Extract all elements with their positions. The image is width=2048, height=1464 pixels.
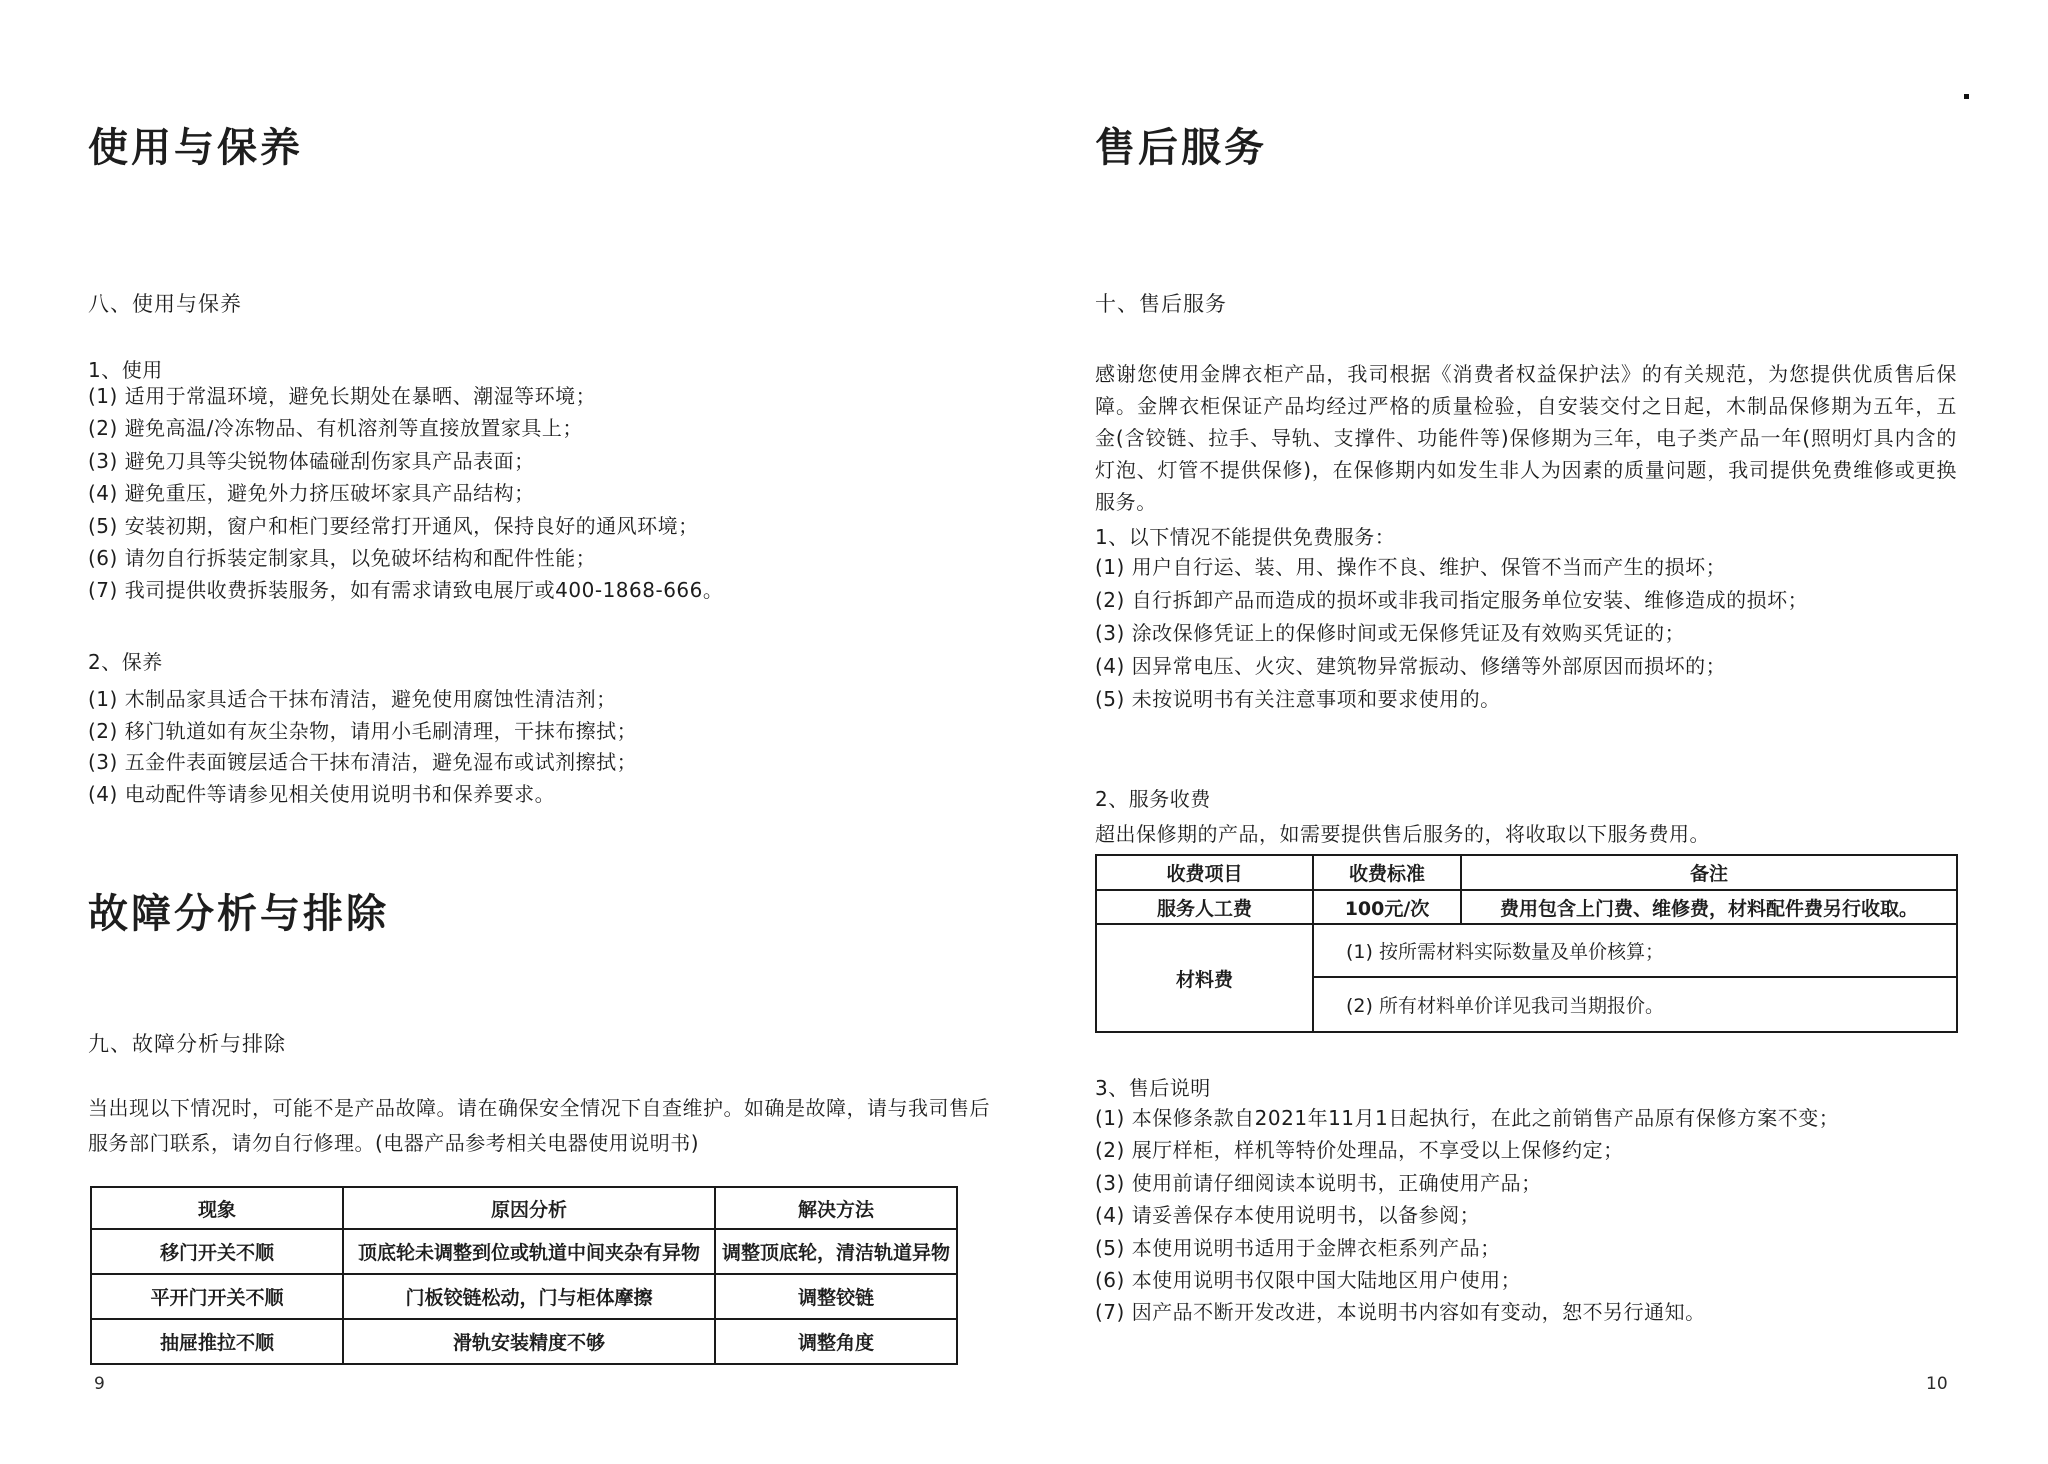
list-item: (2) 移门轨道如有灰尘杂物，请用小毛刷清理，干抹布擦拭； bbox=[88, 718, 638, 743]
subsection-label: 2、服务收费 bbox=[1095, 787, 1211, 811]
table-cell: 滑轨安装精度不够 bbox=[343, 1319, 715, 1364]
page-title: 售后服务 bbox=[1095, 125, 1267, 171]
list-item: (6) 本使用说明书仅限中国大陆地区用户使用； bbox=[1095, 1267, 1522, 1292]
section-heading: 九、故障分析与排除 bbox=[88, 1032, 286, 1056]
no-free-service-list bbox=[1095, 551, 1808, 716]
intro-line: 当出现以下情况时，可能不是产品故障。请在确保安全情况下自查维护。如确是故障，请与我司售后 bbox=[88, 1096, 990, 1120]
table-cell: (2) 所有材料单价详见我司当期报价。 bbox=[1313, 977, 1957, 1032]
table-header-row bbox=[91, 1187, 957, 1229]
list-item: (2) 展厅样柜，样机等特价处理品，不享受以上保修约定； bbox=[1095, 1138, 1624, 1163]
fault-table bbox=[90, 1186, 958, 1365]
fee-table bbox=[1095, 854, 1958, 1033]
table-cell: 调整顶底轮，清洁轨道异物 bbox=[715, 1229, 957, 1274]
subsection-label: 1、使用 bbox=[88, 358, 163, 382]
list-item: (5) 未按说明书有关注意事项和要求使用的。 bbox=[1095, 687, 1501, 711]
subsection-label: 1、以下情况不能提供免费服务： bbox=[1095, 525, 1396, 549]
table-header-cell: 收费项目 bbox=[1096, 855, 1313, 890]
table-cell: 顶底轮未调整到位或轨道中间夹杂有异物 bbox=[343, 1229, 715, 1274]
list-item: (4) 避免重压，避免外力挤压破坏家具产品结构； bbox=[88, 481, 535, 506]
table-header-row bbox=[1096, 855, 1957, 890]
list-item: (2) 避免高温/冷冻物品、有机溶剂等直接放置家具上； bbox=[88, 416, 583, 441]
list-item: (3) 涂改保修凭证上的保修时间或无保修凭证及有效购买凭证的； bbox=[1095, 621, 1686, 645]
table-header-cell: 收费标准 bbox=[1313, 855, 1461, 890]
table-cell: 平开门开关不顺 bbox=[91, 1274, 343, 1319]
service-intro-paragraph: 感谢您使用金牌衣柜产品，我司根据《消费者权益保护法》的有关规范，为您提供优质售后保障。金牌衣柜保证产品均经过严格的质量检验，自安装交付之日起，木制品保修期为五年，五金(含铰链、拉手、导轨、支撑件、功能件等)保修期为三年，电子类产品一年(照明灯具内含的灯泡、灯管不提供保修)，在保修期内如发生非人为因素的质量问题，我司提供免费维修或更换服务。 bbox=[1095, 362, 1957, 514]
list-item: (3) 避免刀具等尖锐物体磕碰刮伤家具产品表面； bbox=[88, 448, 535, 473]
table-row bbox=[91, 1274, 957, 1319]
section-heading: 八、使用与保养 bbox=[88, 292, 242, 316]
list-item: (3) 使用前请仔细阅读本说明书，正确使用产品； bbox=[1095, 1170, 1542, 1195]
table-cell: 100元/次 bbox=[1313, 890, 1461, 924]
table-row bbox=[1096, 890, 1957, 924]
list-item: (6) 请勿自行拆装定制家具，以免破坏结构和配件性能； bbox=[88, 545, 597, 570]
table-row bbox=[91, 1229, 957, 1274]
after-sales-notes-list bbox=[1095, 1102, 1839, 1329]
table-cell: 费用包含上门费、维修费，材料配件费另行收取。 bbox=[1461, 890, 1957, 924]
subsection-label: 2、保养 bbox=[88, 650, 163, 674]
table-cell: 抽屉推拉不顺 bbox=[91, 1319, 343, 1364]
table-cell: 服务人工费 bbox=[1096, 890, 1313, 924]
table-cell: 调整角度 bbox=[715, 1319, 957, 1364]
table-cell: 移门开关不顺 bbox=[91, 1229, 343, 1274]
page-title: 故障分析与排除 bbox=[88, 891, 389, 937]
list-item: (1) 适用于常温环境，避免长期处在暴晒、潮湿等环境； bbox=[88, 384, 597, 408]
list-item: (7) 因产品不断开发改进，本说明书内容如有变动，恕不另行通知。 bbox=[1095, 1300, 1706, 1325]
list-item: (2) 自行拆卸产品而造成的损坏或非我司指定服务单位安装、维修造成的损坏； bbox=[1095, 588, 1809, 612]
list-item: (1) 木制品家具适合干抹布清洁，避免使用腐蚀性清洁剂； bbox=[88, 687, 617, 711]
list-item: (7) 我司提供收费拆装服务，如有需求请致电展厅或400-1868-666。 bbox=[88, 578, 724, 603]
table-header-cell: 现象 bbox=[91, 1187, 343, 1229]
subsection-label: 3、售后说明 bbox=[1095, 1076, 1211, 1100]
table-header-cell: 解决方法 bbox=[715, 1187, 957, 1229]
table-header-cell: 原因分析 bbox=[343, 1187, 715, 1229]
table-row bbox=[91, 1319, 957, 1364]
use-list bbox=[88, 380, 723, 607]
list-item: (3) 五金件表面镀层适合干抹布清洁，避免湿布或试剂擦拭； bbox=[88, 750, 638, 774]
list-item: (1) 本保修条款自2021年11月1日起执行，在此之前销售产品原有保修方案不变； bbox=[1095, 1106, 1840, 1130]
list-item: (4) 电动配件等请参见相关使用说明书和保养要求。 bbox=[88, 781, 556, 806]
table-cell: 调整铰链 bbox=[715, 1274, 957, 1319]
list-item: (4) 因异常电压、火灾、建筑物异常振动、修缮等外部原因而损坏的； bbox=[1095, 654, 1727, 678]
table-row bbox=[1096, 924, 1957, 977]
table-header-cell: 备注 bbox=[1461, 855, 1957, 890]
print-artifact-dot bbox=[1964, 94, 1969, 99]
table-cell: 门板铰链松动，门与柜体摩擦 bbox=[343, 1274, 715, 1319]
care-list bbox=[88, 684, 637, 810]
list-item: (1) 用户自行运、装、用、操作不良、维护、保管不当而产生的损坏； bbox=[1095, 555, 1727, 579]
page-number: 9 bbox=[94, 1374, 105, 1394]
table-cell: 材料费 bbox=[1096, 924, 1313, 1032]
list-item: (4) 请妥善保存本使用说明书，以备参阅； bbox=[1095, 1203, 1481, 1228]
page-title: 使用与保养 bbox=[88, 125, 303, 171]
table-cell: (1) 按所需材料实际数量及单价核算； bbox=[1313, 924, 1957, 977]
page-number: 10 bbox=[1926, 1374, 1948, 1394]
list-item: (5) 本使用说明书适用于金牌衣柜系列产品； bbox=[1095, 1235, 1501, 1260]
list-item: (5) 安装初期，窗户和柜门要经常打开通风，保持良好的通风环境； bbox=[88, 513, 699, 538]
section-heading: 十、售后服务 bbox=[1095, 292, 1227, 316]
fees-intro: 超出保修期的产品，如需要提供售后服务的，将收取以下服务费用。 bbox=[1095, 822, 1710, 846]
intro-line: 服务部门联系，请勿自行修理。(电器产品参考相关电器使用说明书) bbox=[88, 1131, 700, 1155]
fault-intro bbox=[88, 1091, 990, 1161]
